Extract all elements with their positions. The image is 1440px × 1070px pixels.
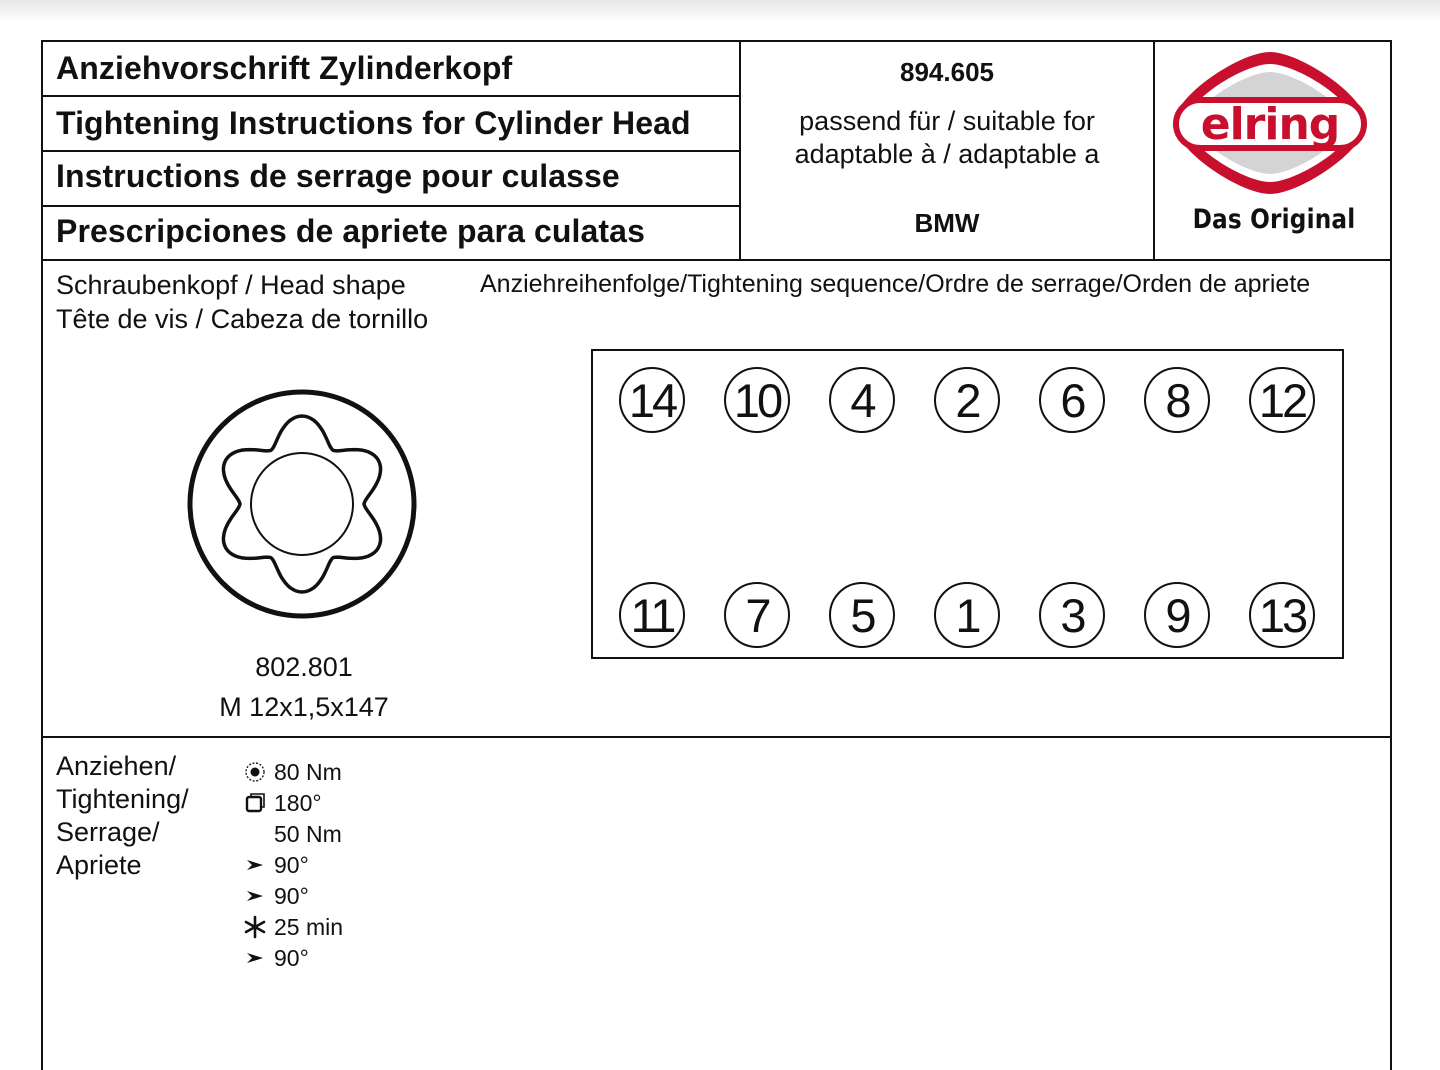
bolt-position-bottom-3: 5: [829, 582, 895, 648]
suitable-for-line1: passend für / suitable for: [799, 106, 1095, 136]
arrow-angle-icon: [240, 850, 270, 880]
title-es: Prescripciones de apriete para culatas: [56, 213, 645, 249]
title-en: Tightening Instructions for Cylinder Head: [56, 105, 691, 141]
bolt-position-bottom-6: 9: [1144, 582, 1210, 648]
part-number: 894.605: [900, 57, 994, 87]
brand-tagline: Das Original: [1192, 204, 1356, 235]
bolt-position-top-7: 12: [1249, 367, 1315, 433]
page-top-shade: [0, 0, 1440, 22]
tightening-step-1: [240, 757, 342, 787]
tightening-step-value: 90°: [274, 882, 309, 909]
bolt-position-bottom-7: 13: [1249, 582, 1315, 648]
bolt-position-bottom-4: 1: [934, 582, 1000, 648]
bolt-head-torx-icon: [186, 388, 418, 620]
tightening-label-fr: Serrage/: [56, 817, 160, 847]
bolt-position-top-3: 4: [829, 367, 895, 433]
bolt-part-number: 802.801: [255, 652, 353, 682]
tightening-step-2: [240, 788, 322, 818]
tightening-label: [56, 750, 189, 882]
header-bottom-rule: [41, 259, 1392, 261]
bolt-position-top-5: 6: [1039, 367, 1105, 433]
title-rule-1: [42, 95, 740, 97]
head-shape-label-1: Schraubenkopf / Head shape: [56, 270, 406, 300]
section-rule: [41, 736, 1392, 738]
arrow-angle-icon: [240, 943, 270, 973]
tightening-step-5: [240, 881, 309, 911]
bolt-position-top-1: 14: [619, 367, 685, 433]
tightening-step-value: 25 min: [274, 913, 344, 940]
bolt-position-bottom-5: 3: [1039, 582, 1105, 648]
elring-logo: [1170, 48, 1370, 198]
step-icon-empty: [240, 819, 270, 849]
head-shape-label-2: Tête de vis / Cabeza de tornillo: [56, 304, 429, 334]
title-fr: Instructions de serrage pour culasse: [56, 158, 620, 194]
tightening-label-es: Apriete: [56, 850, 142, 880]
tightening-step-6: [240, 912, 343, 942]
bolt-position-bottom-1: 11: [619, 582, 685, 648]
tightening-step-value: 90°: [274, 944, 309, 971]
bolt-position-top-4: 2: [934, 367, 1000, 433]
tightening-step-value: 90°: [274, 851, 309, 878]
bolt-position-bottom-2: 7: [724, 582, 790, 648]
tightening-step-value: 50 Nm: [274, 820, 342, 847]
tightening-step-3: [240, 819, 342, 849]
tightening-step-value: 180°: [274, 789, 322, 816]
sequence-label: Anziehreihenfolge/Tightening sequence/Ordre de serrage/Orden de apriete: [480, 270, 1311, 298]
header-divider-2: [1153, 40, 1155, 260]
tightening-label-en: Tightening/: [56, 784, 189, 814]
square-angle-icon: [240, 788, 270, 818]
bolt-size: M 12x1,5x147: [219, 692, 389, 722]
tightening-step-4: [240, 850, 309, 880]
torque-wrench-icon: [240, 757, 270, 787]
logo-wordmark: elring: [1200, 99, 1340, 150]
tightening-label-de: Anziehen/: [56, 751, 177, 781]
title-rule-2: [42, 150, 740, 152]
title-de: Anziehvorschrift Zylinderkopf: [56, 50, 513, 86]
arrow-angle-icon: [240, 881, 270, 911]
suitable-for-line2: adaptable à / adaptable a: [794, 139, 1100, 169]
vehicle-make: BMW: [914, 208, 980, 238]
tightening-step-value: 80 Nm: [274, 758, 342, 785]
bolt-position-top-2: 10: [724, 367, 790, 433]
bolt-position-top-6: 8: [1144, 367, 1210, 433]
wait-asterisk-icon: [240, 912, 270, 942]
tightening-step-7: [240, 943, 309, 973]
title-rule-3: [42, 205, 740, 207]
